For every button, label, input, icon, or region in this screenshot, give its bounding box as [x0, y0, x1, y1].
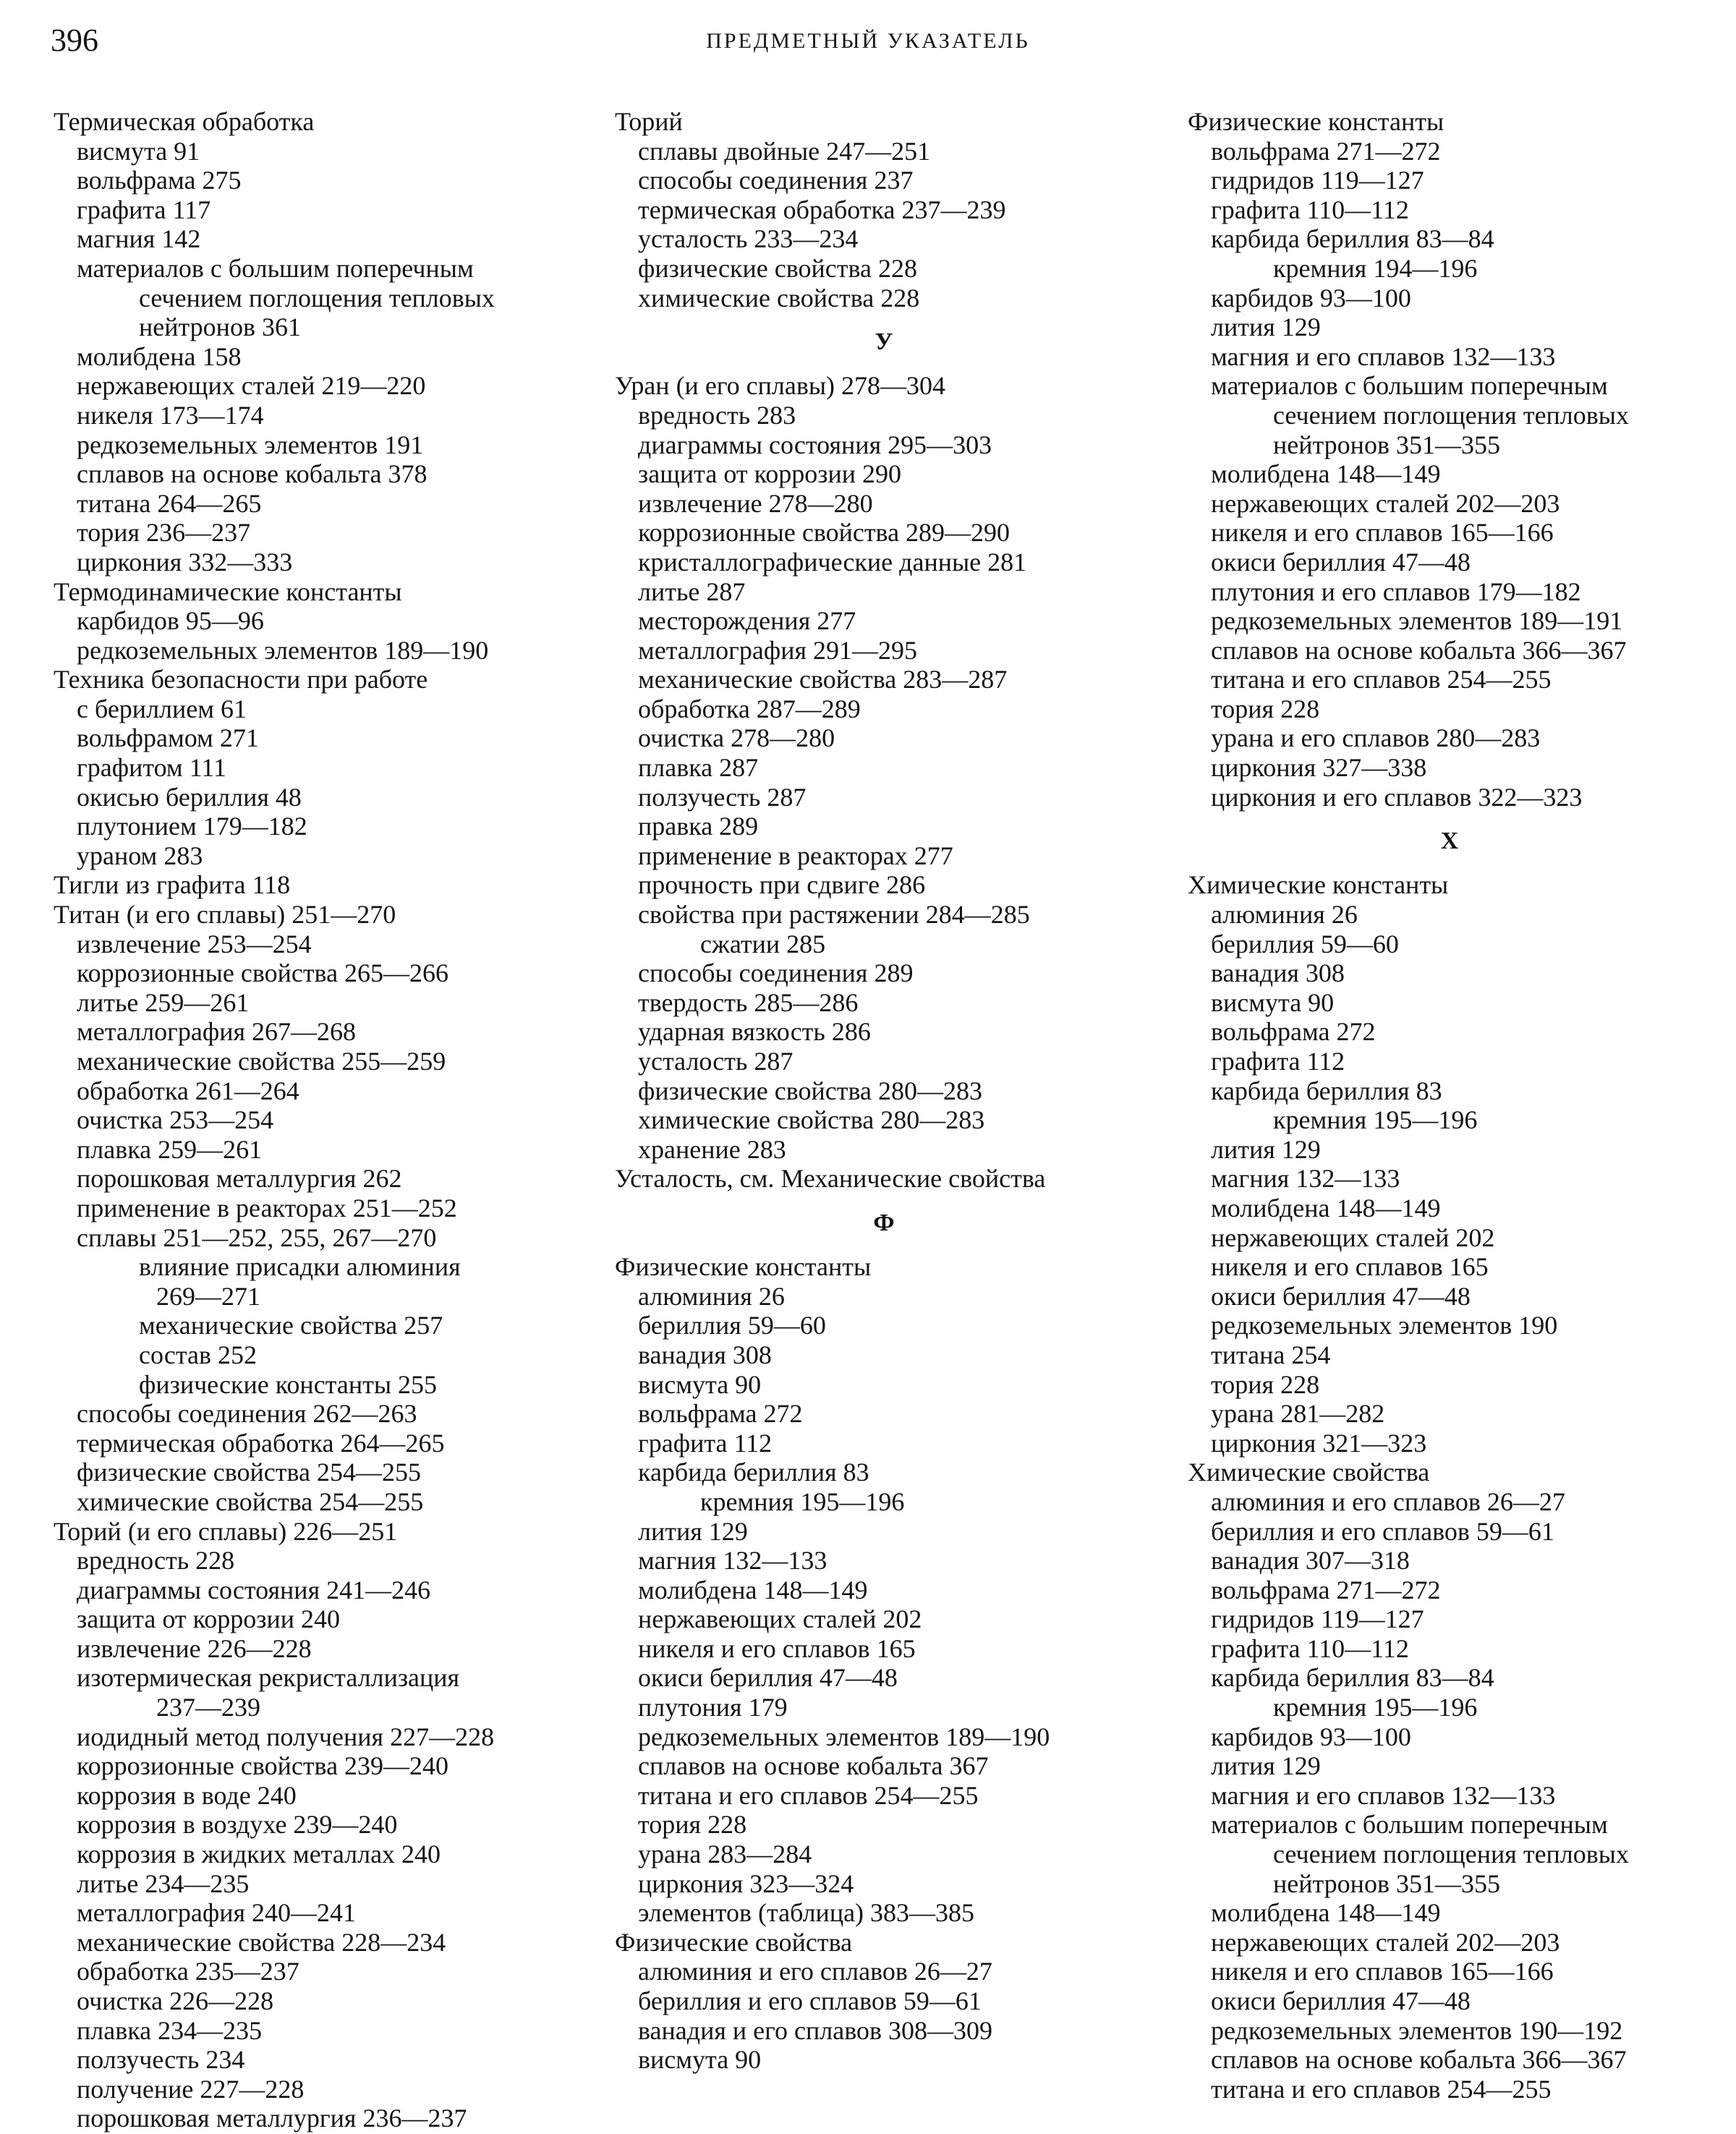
index-subentry: вольфрама 271—272	[1211, 1575, 1441, 1604]
index-subentry: редкоземельных элементов 190—192	[1211, 2015, 1623, 2045]
index-subentry: коррозионные свойства 289—290	[638, 518, 1010, 548]
index-subentry: литье 287	[638, 577, 746, 606]
index-subentry: коррозионные свойства 239—240	[77, 1751, 449, 1781]
index-subentry: плавка 259—261	[77, 1134, 263, 1164]
index-subentry: графита 112	[1211, 1047, 1345, 1076]
index-subentry: ползучесть 287	[638, 782, 807, 812]
index-subentry: вольфрама 275	[77, 166, 242, 195]
index-subentry: алюминия 26	[638, 1281, 785, 1311]
index-subentry: никеля 173—174	[77, 400, 264, 430]
index-subentry: ванадия и его сплавов 308—309	[638, 2015, 992, 2045]
index-subentry: молибдена 148—149	[1211, 459, 1441, 489]
index-subentry: плавка 234—235	[77, 2015, 263, 2045]
index-section-letter: У	[875, 328, 893, 356]
index-subentry: тория 228	[1211, 694, 1320, 723]
index-subentry: алюминия и его сплавов 26—27	[1211, 1487, 1565, 1516]
index-subentry: механические свойства 255—259	[77, 1047, 446, 1076]
index-subentry: материалов с большим поперечным	[1211, 1810, 1608, 1840]
index-subentry: графитом 111	[77, 753, 227, 783]
index-subentry: ударная вязкость 286	[638, 1017, 871, 1047]
index-subentry: ванадия 308	[638, 1340, 772, 1369]
index-subentry: никеля и его сплавов 165	[638, 1633, 916, 1663]
index-entry: Физические константы	[615, 1252, 872, 1282]
index-subentry: молибдена 148—149	[638, 1575, 868, 1604]
index-subentry: нержавеющих сталей 219—220	[77, 371, 426, 401]
index-entry: Химические константы	[1188, 870, 1449, 900]
index-entry: Термическая обработка	[54, 107, 315, 136]
index-subentry: окиси бериллия 47—48	[1211, 1281, 1471, 1311]
index-entry: Усталость, см. Механические свойства	[615, 1164, 1046, 1194]
index-subentry: физические свойства 254—255	[77, 1458, 421, 1487]
index-subentry: диаграммы состояния 241—246	[77, 1575, 431, 1604]
index-subentry: способы соединения 289	[638, 958, 914, 988]
index-subentry: урана и его сплавов 280—283	[1211, 723, 1541, 753]
index-subentry: циркония 332—333	[77, 547, 293, 577]
index-subentry: плутония 179	[638, 1693, 788, 1722]
index-subentry: обработка 235—237	[77, 1957, 299, 1986]
index-subentry: окиси бериллия 47—48	[638, 1663, 898, 1693]
index-subentry: магния 132—133	[1211, 1164, 1400, 1194]
index-subentry: 237—239	[156, 1693, 260, 1722]
index-subentry: лития 129	[1211, 1751, 1321, 1781]
index-subentry: кремния 195—196	[1273, 1105, 1478, 1135]
index-subentry: карбида бериллия 83—84	[1211, 224, 1494, 254]
index-subentry: защита от коррозии 290	[638, 459, 902, 489]
index-entry: Термодинамические константы	[54, 577, 402, 606]
index-subentry: химические свойства 280—283	[638, 1105, 985, 1135]
index-subentry: усталость 287	[638, 1047, 793, 1076]
index-subentry: свойства при растяжении 284—285	[638, 900, 1030, 930]
index-subentry: вредность 283	[638, 400, 796, 430]
index-subentry: химические свойства 228	[638, 283, 920, 313]
index-subentry: бериллия и его сплавов 59—61	[638, 1986, 982, 2015]
index-subentry: нержавеющих сталей 202	[638, 1604, 922, 1634]
index-subentry: висмута 91	[77, 136, 200, 166]
index-subentry: окиси бериллия 47—48	[1211, 1986, 1471, 2015]
index-subentry: правка 289	[638, 812, 759, 841]
index-subentry: магния и его сплавов 132—133	[1211, 1780, 1556, 1810]
index-subentry: влияние присадки алюминия	[139, 1252, 461, 1282]
index-subentry: лития 129	[638, 1516, 748, 1546]
index-subentry: 269—271	[156, 1281, 260, 1311]
index-subentry: никеля и его сплавов 165—166	[1211, 518, 1554, 548]
index-subentry: бериллия и его сплавов 59—61	[1211, 1516, 1554, 1546]
index-subentry: нейтронов 361	[139, 313, 301, 342]
index-subentry: иодидный метод получения 227—228	[77, 1722, 495, 1751]
index-subentry: сплавов на основе кобальта 367	[638, 1751, 989, 1781]
index-subentry: коррозия в воде 240	[77, 1780, 297, 1810]
index-subentry: термическая обработка 237—239	[638, 195, 1006, 224]
index-subentry: способы соединения 262—263	[77, 1399, 417, 1429]
index-subentry: очистка 226—228	[77, 1986, 274, 2015]
index-entry: Торий (и его сплавы) 226—251	[54, 1516, 398, 1546]
index-subentry: сечением поглощения тепловых	[1273, 1840, 1629, 1869]
index-subentry: тория 228	[638, 1810, 747, 1840]
index-subentry: урана 283—284	[638, 1840, 812, 1869]
index-subentry: лития 129	[1211, 313, 1321, 342]
index-subentry: получение 227—228	[77, 2074, 305, 2104]
index-subentry: редкоземельных элементов 189—191	[1211, 606, 1623, 636]
index-subentry: применение в реакторах 251—252	[77, 1193, 457, 1223]
index-subentry: ураном 283	[77, 841, 203, 870]
index-subentry: нержавеющих сталей 202—203	[1211, 1927, 1560, 1957]
index-subentry: коррозионные свойства 265—266	[77, 958, 449, 988]
index-subentry: циркония 321—323	[1211, 1428, 1427, 1458]
index-subentry: кристаллографические данные 281	[638, 547, 1027, 577]
index-subentry: никеля и его сплавов 165—166	[1211, 1957, 1554, 1986]
index-subentry: диаграммы состояния 295—303	[638, 430, 992, 459]
index-subentry: месторождения 277	[638, 606, 856, 636]
index-subentry: кремния 194—196	[1273, 253, 1478, 283]
index-subentry: термическая обработка 264—265	[77, 1428, 445, 1458]
index-entry: Физические свойства	[615, 1927, 853, 1957]
index-subentry: титана 254	[1211, 1340, 1331, 1369]
index-subentry: нейтронов 351—355	[1273, 1869, 1500, 1898]
index-subentry: тория 228	[1211, 1369, 1320, 1399]
index-subentry: физические свойства 228	[638, 253, 917, 283]
index-entry: Тигли из графита 118	[54, 870, 291, 900]
index-subentry: молибдена 148—149	[1211, 1898, 1441, 1928]
index-subentry: бериллия 59—60	[638, 1311, 826, 1340]
index-subentry: висмута 90	[1211, 987, 1335, 1017]
index-subentry: нержавеющих сталей 202—203	[1211, 488, 1560, 518]
index-subentry: усталость 233—234	[638, 224, 859, 254]
index-subentry: механические свойства 283—287	[638, 665, 1008, 694]
index-subentry: гидридов 119—127	[1211, 166, 1424, 195]
index-subentry: порошковая металлургия 236—237	[77, 2104, 467, 2133]
index-subentry: ползучесть 234	[77, 2045, 245, 2075]
index-subentry: графита 117	[77, 195, 211, 224]
index-subentry: висмута 90	[638, 2045, 762, 2075]
index-subentry: химические свойства 254—255	[77, 1487, 424, 1516]
index-subentry: элементов (таблица) 383—385	[638, 1898, 975, 1928]
index-subentry: магния 142	[77, 224, 201, 254]
index-subentry: способы соединения 237	[638, 166, 914, 195]
index-subentry: нержавеющих сталей 202	[1211, 1223, 1495, 1252]
index-column-1	[48, 107, 583, 2133]
index-subentry: карбида бериллия 83—84	[1211, 1663, 1494, 1693]
index-subentry: карбидов 93—100	[1211, 1722, 1411, 1751]
index-subentry: материалов с большим поперечным	[1211, 371, 1608, 401]
index-subentry: сечением поглощения тепловых	[1273, 400, 1629, 430]
index-subentry: извлечение 278—280	[638, 488, 873, 518]
index-subentry: сечением поглощения тепловых	[139, 283, 495, 313]
index-subentry: механические свойства 257	[139, 1311, 443, 1340]
index-subentry: защита от коррозии 240	[77, 1604, 341, 1634]
index-subentry: плавка 287	[638, 753, 759, 783]
index-subentry: твердость 285—286	[638, 987, 859, 1017]
index-subentry: прочность при сдвиге 286	[638, 870, 926, 900]
index-subentry: извлечение 253—254	[77, 929, 312, 958]
index-subentry: сплавы двойные 247—251	[638, 136, 931, 166]
index-subentry: тория 236—237	[77, 518, 251, 548]
index-subentry: вольфрама 271—272	[1211, 136, 1441, 166]
index-subentry: алюминия и его сплавов 26—27	[638, 1957, 992, 1986]
index-subentry: окиси бериллия 47—48	[1211, 547, 1471, 577]
index-subentry: с бериллием 61	[77, 694, 247, 723]
index-entry: Техника безопасности при работе	[54, 665, 428, 694]
index-subentry: урана 281—282	[1211, 1399, 1385, 1429]
running-head: ПРЕДМЕТНЫЙ УКАЗАТЕЛЬ	[706, 29, 1030, 53]
index-subentry: механические свойства 228—234	[77, 1927, 446, 1957]
index-subentry: графита 112	[638, 1428, 773, 1458]
index-column-3	[1182, 107, 1717, 2104]
index-subentry: кремния 195—196	[1273, 1693, 1478, 1722]
index-subentry: сплавов на основе кобальта 366—367	[1211, 2045, 1627, 2075]
index-subentry: сплавов на основе кобальта 366—367	[1211, 635, 1627, 665]
index-subentry: сплавы 251—252, 255, 267—270	[77, 1223, 437, 1252]
index-column-2	[609, 107, 1159, 2075]
index-subentry: очистка 278—280	[638, 723, 835, 753]
index-subentry: бериллия 59—60	[1211, 929, 1399, 958]
index-subentry: хранение 283	[638, 1134, 786, 1164]
index-subentry: металлография 291—295	[638, 635, 918, 665]
index-subentry: ванадия 307—318	[1211, 1546, 1410, 1576]
index-subentry: карбида бериллия 83	[638, 1458, 869, 1487]
index-entry: Физические константы	[1188, 107, 1444, 136]
index-subentry: очистка 253—254	[77, 1105, 274, 1135]
index-subentry: извлечение 226—228	[77, 1633, 312, 1663]
index-subentry: кремния 195—196	[700, 1487, 905, 1516]
index-subentry: литье 234—235	[77, 1869, 250, 1898]
index-subentry: нейтронов 351—355	[1273, 430, 1500, 459]
index-subentry: состав 252	[139, 1340, 258, 1369]
index-subentry: плутония и его сплавов 179—182	[1211, 577, 1581, 606]
index-subentry: молибдена 158	[77, 341, 242, 371]
index-subentry: титана и его сплавов 254—255	[638, 1780, 979, 1810]
index-subentry: магния 132—133	[638, 1546, 827, 1576]
index-subentry: плутонием 179—182	[77, 812, 307, 841]
index-entry: Химические свойства	[1188, 1458, 1430, 1487]
index-subentry: обработка 261—264	[77, 1076, 299, 1105]
index-subentry: окисью бериллия 48	[77, 782, 302, 812]
index-section-letter: Ф	[873, 1209, 895, 1236]
index-subentry: вольфрамом 271	[77, 723, 259, 753]
index-subentry: молибдена 148—149	[1211, 1193, 1441, 1223]
index-subentry: порошковая металлургия 262	[77, 1164, 402, 1194]
index-subentry: циркония и его сплавов 322—323	[1211, 782, 1583, 812]
index-subentry: обработка 287—289	[638, 694, 861, 723]
page-number: 396	[51, 22, 98, 58]
index-subentry: никеля и его сплавов 165	[1211, 1252, 1489, 1282]
index-subentry: коррозия в жидких металлах 240	[77, 1840, 441, 1869]
index-subentry: графита 110—112	[1211, 1633, 1409, 1663]
index-subentry: алюминия 26	[1211, 900, 1358, 930]
index-subentry: гидридов 119—127	[1211, 1604, 1424, 1634]
index-entry: Торий	[615, 107, 683, 136]
index-subentry: карбидов 95—96	[77, 606, 264, 636]
index-subentry: металлография 240—241	[77, 1898, 357, 1928]
index-subentry: физические константы 255	[139, 1369, 438, 1399]
index-subentry: карбидов 93—100	[1211, 283, 1411, 313]
index-subentry: лития 129	[1211, 1134, 1321, 1164]
index-subentry: металлография 267—268	[77, 1017, 357, 1047]
index-subentry: коррозия в воздухе 239—240	[77, 1810, 398, 1840]
index-subentry: титана и его сплавов 254—255	[1211, 2074, 1552, 2104]
index-entry: Титан (и его сплавы) 251—270	[54, 900, 396, 930]
index-subentry: физические свойства 280—283	[638, 1076, 982, 1105]
index-subentry: вольфрама 272	[1211, 1017, 1376, 1047]
index-subentry: материалов с большим поперечным	[77, 253, 474, 283]
index-subentry: графита 110—112	[1211, 195, 1409, 224]
index-subentry: ванадия 308	[1211, 958, 1345, 988]
index-subentry: магния и его сплавов 132—133	[1211, 341, 1556, 371]
index-subentry: циркония 323—324	[638, 1869, 854, 1898]
index-subentry: редкоземельных элементов 190	[1211, 1311, 1558, 1340]
index-subentry: сжатии 285	[700, 929, 826, 958]
index-section-letter: Х	[1440, 828, 1459, 855]
index-subentry: вольфрама 272	[638, 1399, 803, 1429]
index-subentry: изотермическая рекристаллизация	[77, 1663, 460, 1693]
index-subentry: титана и его сплавов 254—255	[1211, 665, 1552, 694]
index-subentry: висмута 90	[638, 1369, 762, 1399]
index-subentry: карбида бериллия 83	[1211, 1076, 1442, 1105]
index-subentry: литье 259—261	[77, 987, 250, 1017]
index-entry: Уран (и его сплавы) 278—304	[615, 371, 946, 401]
index-subentry: вредность 228	[77, 1546, 235, 1576]
index-subentry: редкоземельных элементов 191	[77, 430, 424, 459]
index-subentry: сплавов на основе кобальта 378	[77, 459, 427, 489]
index-subentry: редкоземельных элементов 189—190	[77, 635, 489, 665]
index-subentry: редкоземельных элементов 189—190	[638, 1722, 1050, 1751]
index-subentry: применение в реакторах 277	[638, 841, 953, 870]
index-subentry: циркония 327—338	[1211, 753, 1427, 783]
index-subentry: титана 264—265	[77, 488, 262, 518]
